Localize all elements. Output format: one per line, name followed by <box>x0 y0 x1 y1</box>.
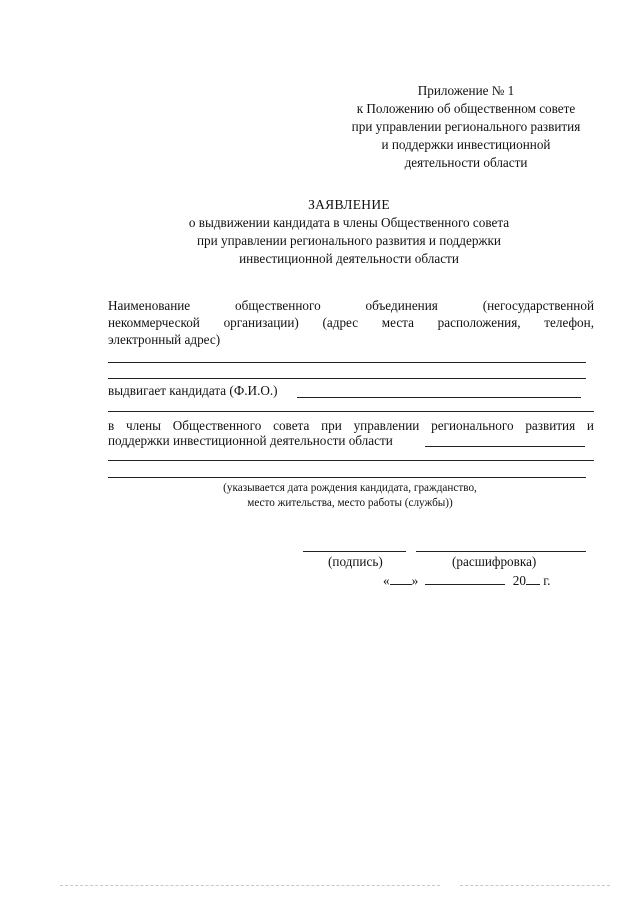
appendix-line: Приложение № 1 <box>417 83 515 98</box>
council-fill-line[interactable] <box>108 460 594 461</box>
date-row <box>383 572 550 589</box>
document-title: ЗАЯВЛЕНИЕ <box>308 197 390 212</box>
scan-artifact-line <box>460 885 610 886</box>
nominee-label: выдвигает кандидата (Ф.И.О.) <box>108 383 278 398</box>
organization-line: электронный адрес) <box>108 332 221 347</box>
date-open-quote: « <box>383 573 390 588</box>
date-year-prefix: 20 <box>512 573 526 588</box>
date-month-field[interactable] <box>425 572 505 585</box>
council-fill-line[interactable] <box>425 446 585 447</box>
council-fill-line[interactable] <box>108 477 586 478</box>
signature-decode-label: (расшифровка) <box>452 554 537 569</box>
organization-fill-line[interactable] <box>108 378 586 379</box>
date-year-field[interactable] <box>526 572 540 585</box>
heading-line: при управлении регионального развития и поддержки <box>196 233 501 248</box>
appendix-line: и поддержки инвестиционной <box>381 137 551 152</box>
appendix-block <box>330 82 602 172</box>
council-line: в члены Общественного совета при управлении регионального развития и <box>108 418 594 433</box>
appendix-line: при управлении регионального развития <box>351 119 581 134</box>
date-close-quote: » <box>411 573 419 588</box>
organization-line: Наименование общественного объединения (негосударственной <box>108 298 594 313</box>
signature-label: (подпись) <box>328 554 383 569</box>
date-year-suffix: г. <box>543 573 551 588</box>
organization-fill-line[interactable] <box>108 362 586 363</box>
signature-decode-line[interactable] <box>416 551 586 552</box>
nominee-fill-line[interactable] <box>108 411 594 412</box>
scan-artifact-line <box>60 885 440 886</box>
council-line: поддержки инвестиционной деятельности области <box>108 433 393 448</box>
organization-paragraph <box>108 297 594 348</box>
signature-line[interactable] <box>303 551 406 552</box>
date-day-field[interactable] <box>390 572 412 585</box>
appendix-line: к Положению об общественном совете <box>356 101 576 116</box>
organization-line: некоммерческой организации) (адрес места расположения, телефон, <box>108 315 594 330</box>
appendix-line: деятельности области <box>404 155 528 170</box>
note-line: место жительства, место работы (службы)) <box>247 497 453 509</box>
note-line: (указывается дата рождения кандидата, гражданство, <box>223 482 477 494</box>
heading-line: о выдвижении кандидата в члены Общественного совета <box>188 215 510 230</box>
heading-line: инвестиционной деятельности области <box>239 251 459 266</box>
nominee-fio-line[interactable] <box>297 397 581 398</box>
document-heading <box>104 196 594 268</box>
candidate-info-note <box>150 481 550 511</box>
